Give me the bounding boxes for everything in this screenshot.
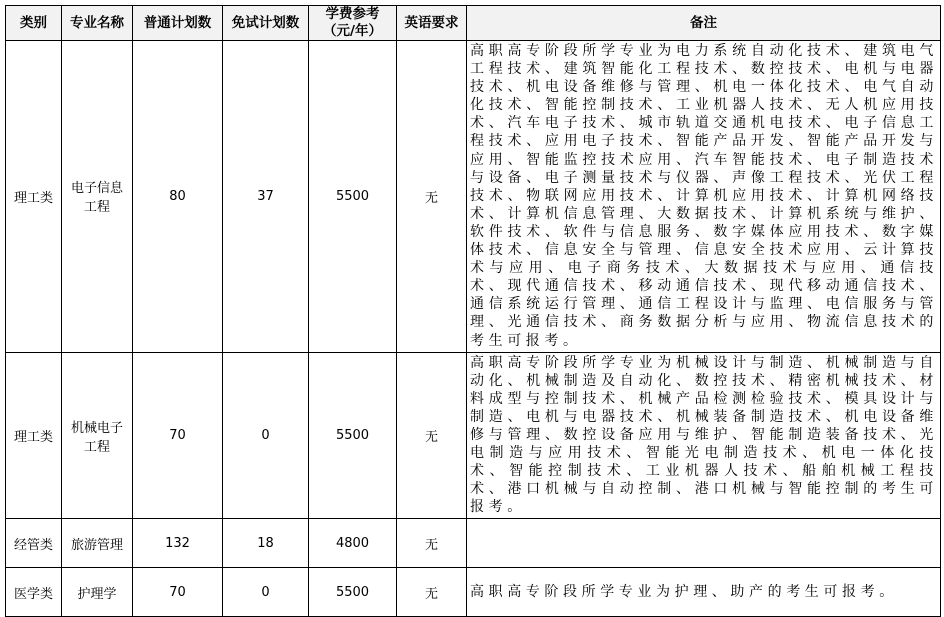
- cell-regular: 132: [133, 519, 223, 568]
- cell-note: 高职高专阶段所学专业为护理、助产的考生可报考。: [467, 568, 941, 617]
- header-category: 类别: [6, 6, 62, 41]
- table-row: [6, 519, 941, 568]
- cell-note: 高职高专阶段所学专业为机械设计与制造、机械制造与自动化、机械制造及自动化、数控技术、精密机械技术、材料成型与控制技术、机械产品检测检验技术、模具设计与制造、电机与电器技术、机械装备制造技术、机电设备维修与管理、数控设备应用与维护、智能制造装备技术、光电制造与应用技术、智能光电制造技术、机电一体化技术、智能控制技术、工业机器人技术、船舶机械工程技术、港口机械与自动控制、港口机械与智能控制的考生可报考。: [467, 352, 941, 519]
- cell-english: 无: [397, 519, 467, 568]
- cell-english: 无: [397, 352, 467, 519]
- table-row: [6, 568, 941, 617]
- cell-category: 理工类: [6, 41, 62, 353]
- header-note: 备注: [467, 6, 941, 41]
- cell-major: 旅游管理: [62, 519, 133, 568]
- cell-tuition: 5500: [309, 41, 397, 353]
- cell-exempt: 0: [223, 568, 309, 617]
- cell-tuition: 5500: [309, 352, 397, 519]
- header-tuition: 学费参考（元/年）: [309, 6, 397, 41]
- cell-major: 电子信息工程: [62, 41, 133, 353]
- cell-english: 无: [397, 568, 467, 617]
- header-exempt-plan: 免试计划数: [223, 6, 309, 41]
- cell-major: 护理学: [62, 568, 133, 617]
- cell-exempt: 18: [223, 519, 309, 568]
- cell-tuition: 5500: [309, 568, 397, 617]
- header-major: 专业名称: [62, 6, 133, 41]
- cell-regular: 70: [133, 352, 223, 519]
- cell-exempt: 37: [223, 41, 309, 353]
- cell-regular: 80: [133, 41, 223, 353]
- enrollment-plan-table: [5, 5, 941, 617]
- cell-regular: 70: [133, 568, 223, 617]
- cell-tuition: 4800: [309, 519, 397, 568]
- cell-note: 高职高专阶段所学专业为电力系统自动化技术、建筑电气工程技术、建筑智能化工程技术、数控技术、电机与电器技术、机电设备维修与管理、机电一体化技术、电气自动化技术、智能控制技术、工业机器人技术、无人机应用技术、汽车电子技术、城市轨道交通机电技术、电子信息工程技术、应用电子技术、智能产品开发、智能产品开发与应用、智能监控技术应用、汽车智能技术、电子制造技术与设备、电子测量技术与仪器、声像工程技术、光伏工程技术、物联网应用技术、计算机应用技术、计算机网络技术、计算机信息管理、大数据技术、计算机系统与维护、软件技术、软件与信息服务、数字媒体应用技术、数字媒体技术、信息安全与管理、信息安全技术应用、云计算技术与应用、电子商务技术、大数据技术与应用、通信技术、现代通信技术、移动通信技术、现代移动通信技术、通信系统运行管理、通信工程设计与监理、电信服务与管理、光通信技术、商务数据分析与应用、物流信息技术的考生可报考。: [467, 41, 941, 353]
- cell-category: 理工类: [6, 352, 62, 519]
- cell-major: 机械电子工程: [62, 352, 133, 519]
- cell-english: 无: [397, 41, 467, 353]
- cell-note: [467, 519, 941, 568]
- cell-category: 经管类: [6, 519, 62, 568]
- header-regular-plan: 普通计划数: [133, 6, 223, 41]
- header-english: 英语要求: [397, 6, 467, 41]
- cell-exempt: 0: [223, 352, 309, 519]
- table-header-row: [6, 6, 941, 41]
- table-row: [6, 41, 941, 353]
- cell-category: 医学类: [6, 568, 62, 617]
